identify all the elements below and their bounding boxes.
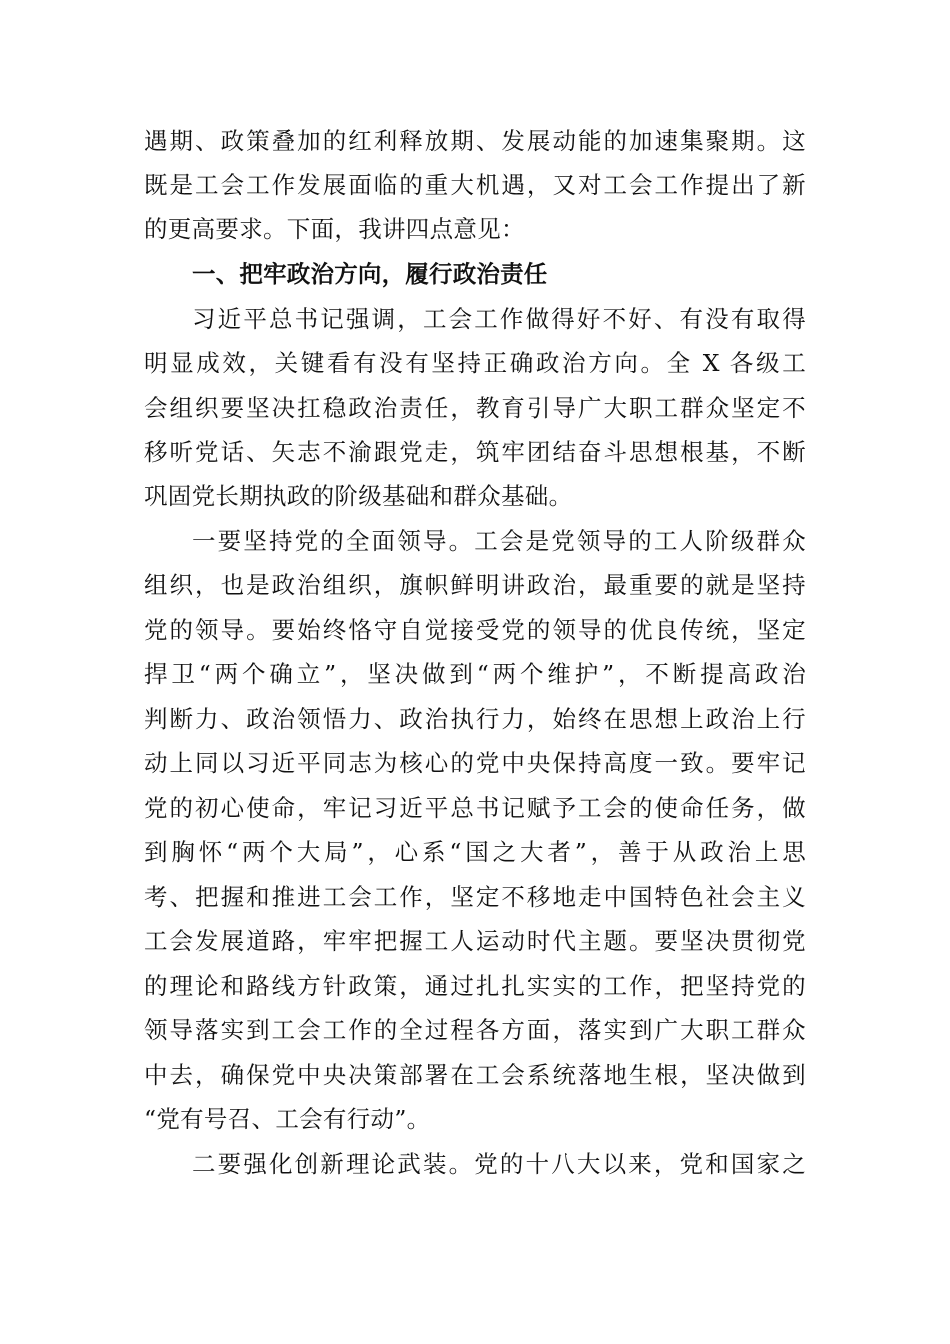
text-line: 移听党话、矢志不渝跟党走，筑牢团结奋斗思想根基，不断 [144, 438, 806, 466]
text-line: 党的领导。要始终恪守自觉接受党的领导的优良传统，坚定 [144, 616, 806, 644]
text-line: 捍卫“两个确立”，坚决做到“两个维护”，不断提高政治 [144, 660, 806, 688]
text-line: 工会发展道路，牢牢把握工人运动时代主题。要坚决贯彻党 [144, 927, 806, 955]
text-line: 一要坚持党的全面领导。工会是党领导的工人阶级群众 [192, 527, 806, 555]
text-line: 明显成效，关键看有没有坚持正确政治方向。全 X 各级工 [144, 349, 806, 377]
text-line: 中去，确保党中央决策部署在工会系统落地生根，坚决做到 [144, 1061, 806, 1089]
text-line: 的更高要求。下面，我讲四点意见： [144, 215, 525, 243]
text-line: 动上同以习近平同志为核心的党中央保持高度一致。要牢记 [144, 749, 806, 777]
text-line: 组织，也是政治组织，旗帜鲜明讲政治，最重要的就是坚持 [144, 571, 806, 599]
text-line: 既是工会工作发展面临的重大机遇，又对工会工作提出了新 [144, 171, 806, 199]
section-heading: 一、把牢政治方向，履行政治责任 [192, 260, 548, 288]
text-line: 判断力、政治领悟力、政治执行力，始终在思想上政治上行 [144, 705, 806, 733]
text-line: 遇期、政策叠加的红利释放期、发展动能的加速集聚期。这 [144, 127, 806, 155]
text-line: 的理论和路线方针政策，通过扎扎实实的工作，把坚持党的 [144, 972, 806, 1000]
text-line: 党的初心使命，牢记习近平总书记赋予工会的使命任务，做 [144, 794, 806, 822]
text-line: 考、把握和推进工会工作，坚定不移地走中国特色社会主义 [144, 883, 806, 911]
text-line: 会组织要坚决扛稳政治责任，教育引导广大职工群众坚定不 [144, 394, 806, 422]
text-line: 巩固党长期执政的阶级基础和群众基础。 [144, 482, 573, 510]
text-line: “党有号召、工会有行动”。 [144, 1105, 431, 1133]
text-line: 到胸怀“两个大局”，心系“国之大者”，善于从政治上思 [144, 838, 806, 866]
text-line: 习近平总书记强调，工会工作做得好不好、有没有取得 [192, 305, 806, 333]
text-line: 二要强化创新理论武装。党的十八大以来，党和国家之 [192, 1150, 806, 1178]
text-line: 领导落实到工会工作的全过程各方面，落实到广大职工群众 [144, 1016, 806, 1044]
